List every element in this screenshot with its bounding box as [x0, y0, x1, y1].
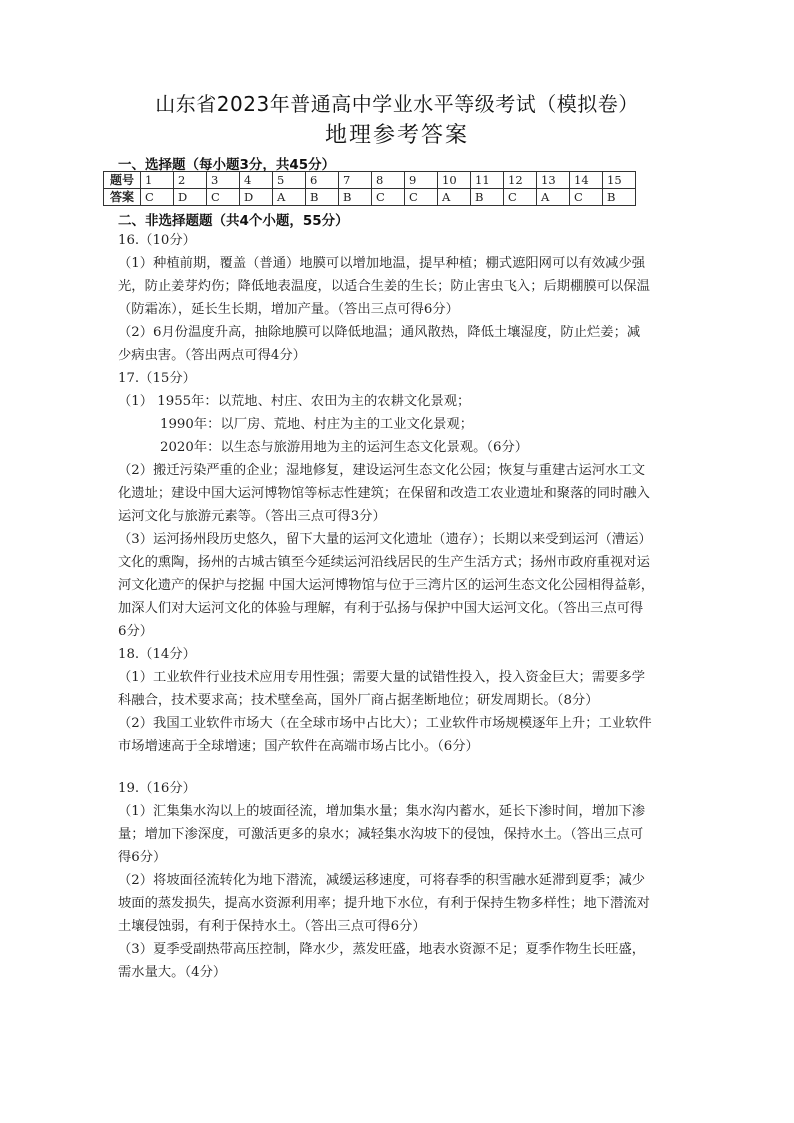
answer-line: 少病虫害。（答出两点可得4分）: [118, 348, 306, 363]
question-number-cell: 15: [603, 172, 636, 189]
question-number-cell: 5: [273, 172, 306, 189]
answer-cell: D: [240, 189, 273, 206]
answer-line: 2020年：以生态与旅游用地为主的运河生态文化景观。（6分）: [160, 440, 529, 455]
answer-cell: B: [471, 189, 504, 206]
table-row-question-numbers: [104, 172, 636, 189]
question-number-cell: 10: [438, 172, 471, 189]
section-heading-multiple-choice: 一、选择题（每小题3分，共45分）: [118, 157, 336, 173]
answer-line: （2）6月份温度升高，抽除地膜可以降低地温；通风散热，降低土壤湿度，防止烂姜；减: [118, 325, 641, 340]
answer-cell: C: [405, 189, 438, 206]
answer-cell: C: [141, 189, 174, 206]
answer-line: （1）工业软件行业技术应用专用性强；需要大量的试错性投入，投入资金巨大；需要多学: [118, 670, 646, 685]
answer-line: （3）夏季受副热带高压控制，降水少，蒸发旺盛，地表水资源不足；夏季作物生长旺盛，: [118, 942, 646, 957]
question-number-cell: 11: [471, 172, 504, 189]
question-number-cell: 7: [339, 172, 372, 189]
answer-line: 1990年：以厂房、荒地、村庄为主的工业文化景观；: [160, 417, 474, 432]
answer-line: （1）种植前期，覆盖（普通）地膜可以增加地温，提早种植；棚式遮阳网可以有效减少强: [118, 256, 646, 271]
question-number-cell: 13: [537, 172, 570, 189]
answer-cell: A: [537, 189, 570, 206]
answer-line: 市场增速高于全球增速；国产软件在高端市场占比小。（6分）: [118, 739, 479, 754]
question-number-cell: 9: [405, 172, 438, 189]
answer-line: 光，防止姜芽灼伤；降低地表温度，以适合生姜的生长；防止害虫飞入；后期棚膜可以保温: [118, 279, 650, 294]
answer-line: 文化的熏陶，扬州的古城古镇至今延续运河沿线居民的生产生活方式；扬州市政府重视对运: [118, 555, 650, 570]
answer-line: 需水量大。（4分）: [118, 965, 227, 980]
question-18-header: 18.（14分）: [118, 647, 196, 662]
answer-line: 坡面的蒸发损失，提高水资源利用率；提升地下水位，有利于保持生物多样性；地下潜流对: [118, 896, 650, 911]
table-row-label: 答案: [104, 189, 141, 206]
section-heading-free-response: 二、非选择题题（共4个小题，55分）: [118, 213, 349, 229]
answer-line: （2）我国工业软件市场大（在全球市场中占比大）；工业软件市场规模逐年上升；工业软件: [118, 716, 652, 731]
answer-line: 6分）: [118, 624, 154, 639]
answer-line: （3）运河扬州段历史悠久，留下大量的运河文化遗址（遗存）；长期以来受到运河（漕运）: [118, 532, 652, 547]
question-number-cell: 8: [372, 172, 405, 189]
answer-line: 运河文化与旅游元素等。（答出三点可得3分）: [118, 509, 386, 524]
answer-cell: A: [438, 189, 471, 206]
answer-line: 化遗址；建设中国大运河博物馆等标志性建筑；在保留和改造工农业遗址和聚落的同时融入: [118, 486, 650, 501]
answer-line: 加深人们对大运河文化的体验与理解，有利于弘扬与保护中国大运河文化。（答出三点可得: [118, 601, 644, 616]
answer-cell: C: [504, 189, 537, 206]
answer-cell: D: [174, 189, 207, 206]
question-number-cell: 4: [240, 172, 273, 189]
answer-line: （2）搬迁污染严重的企业；湿地修复，建设运河生态文化公园；恢复与重建古运河水工文: [118, 463, 646, 478]
answer-cell: A: [273, 189, 306, 206]
answer-line: 量；增加下渗深度，可激活更多的泉水；减轻集水沟坡下的侵蚀，保持水土。（答出三点可: [118, 827, 644, 842]
answer-line: （1） 1955年：以荒地、村庄、农田为主的农耕文化景观；: [118, 394, 471, 409]
answer-cell: C: [570, 189, 603, 206]
question-number-cell: 12: [504, 172, 537, 189]
page-title: 山东省2023年普通高中学业水平等级考试（模拟卷）: [155, 92, 639, 116]
answer-cell: C: [372, 189, 405, 206]
table-row-answers: [104, 189, 636, 206]
answer-line: 科融合，技术要求高；技术壁垒高，国外厂商占据垄断地位；研发周期长。（8分）: [118, 693, 599, 708]
question-number-cell: 6: [306, 172, 339, 189]
question-17-header: 17.（15分）: [118, 371, 196, 386]
table-row-label: 题号: [104, 172, 141, 189]
question-19-header: 19.（16分）: [118, 781, 196, 796]
answer-cell: B: [339, 189, 372, 206]
question-number-cell: 14: [570, 172, 603, 189]
answer-cell: B: [603, 189, 636, 206]
question-number-cell: 2: [174, 172, 207, 189]
answer-cell: C: [207, 189, 240, 206]
answer-line: （2）将坡面径流转化为地下潜流，减缓运移速度，可将春季的积雪融水延滞到夏季；减少: [118, 873, 646, 888]
question-number-cell: 3: [207, 172, 240, 189]
answer-line: 得6分）: [118, 850, 167, 865]
question-16-header: 16.（10分）: [118, 233, 196, 248]
answer-line: 土壤侵蚀弱，有利于保持水土。（答出三点可得6分）: [118, 919, 426, 934]
answer-line: （防霜冻），延长生长期，增加产量。（答出三点可得6分）: [118, 302, 459, 317]
question-number-cell: 1: [141, 172, 174, 189]
answer-table: [103, 171, 636, 206]
answer-cell: B: [306, 189, 339, 206]
page-subtitle: 地理参考答案: [324, 123, 469, 148]
answer-line: 河文化遗产的保护与挖掘 中国大运河博物馆与位于三湾片区的运河生态文化公园相得益彰，: [118, 578, 655, 593]
answer-line: （1）汇集集水沟以上的坡面径流，增加集水量；集水沟内蓄水，延长下渗时间，增加下渗: [118, 804, 646, 819]
